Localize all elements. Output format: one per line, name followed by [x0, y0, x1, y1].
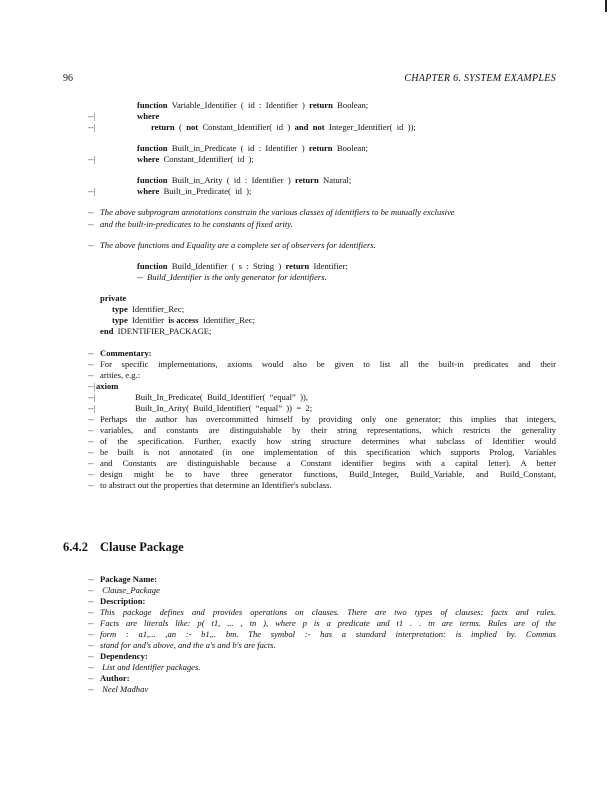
text-line [137, 272, 327, 283]
comment-marker: -- [88, 596, 94, 606]
keyword: Package Name: [100, 574, 158, 584]
running-header: CHAPTER 6. SYSTEM EXAMPLES [404, 73, 556, 84]
comment-text: stand for and's above, and the a's and b's are facts. [100, 640, 276, 650]
keyword: return [151, 122, 175, 132]
text-line [137, 186, 251, 197]
comment-marker: -- [88, 348, 94, 358]
text-line [100, 585, 160, 596]
keyword: Description: [100, 596, 146, 606]
comment-marker: -- [88, 458, 94, 468]
code-text: Perhaps the author has overcommitted himself by providing only one generator; this implies that integers, [100, 414, 556, 424]
comment-text: This package defines and provides operations on clauses. There are two types of clauses: facts and rules. [100, 607, 556, 617]
comment-marker: --| [88, 186, 96, 196]
code-text: variables, and constants are distinguishable by their string representations, which restricts the generality [100, 425, 556, 435]
text-line [100, 326, 211, 337]
code-text: Boolean; [332, 143, 368, 153]
text-line [100, 207, 455, 218]
text-line [100, 651, 148, 662]
section-title: Clause Package [100, 540, 184, 554]
code-text: Identifier; [309, 261, 348, 271]
code-text: Natural; [318, 175, 352, 185]
keyword: axiom [96, 381, 119, 391]
keyword: Dependency: [100, 651, 148, 661]
keyword: return [295, 175, 319, 185]
keyword: function [137, 261, 168, 271]
edge-mark [605, 0, 607, 12]
text-line [137, 261, 348, 272]
comment-marker: --| [88, 154, 96, 164]
code-text: ( [174, 122, 187, 132]
code-text: Boolean; [332, 100, 369, 110]
text-line [112, 315, 255, 326]
comment-marker: -- [88, 607, 94, 617]
comment-marker: -- [88, 207, 94, 217]
text-line [100, 370, 140, 381]
comment-text: Neel Madhav [100, 684, 149, 694]
comment-marker: -- [88, 629, 94, 639]
code-text: to abstract out the properties that determine an Identifier's subclass. [100, 480, 332, 490]
text-line [100, 219, 293, 230]
text-line [100, 425, 556, 436]
keyword: where [137, 111, 160, 121]
text-line [100, 596, 145, 607]
text-line [100, 684, 148, 695]
text-line [100, 240, 376, 251]
text-line [100, 348, 152, 359]
comment-marker: -- [88, 640, 94, 650]
text-line [100, 629, 556, 640]
code-text: of the specification. Further, exactly how string structure determines what subclass of Identifier would [100, 436, 556, 446]
section-number: 6.4.2 [63, 540, 88, 554]
comment-marker: -- [88, 684, 94, 694]
keyword: function [137, 175, 168, 185]
comment-text: and the built-in-predicates to be constants of fixed arity. [100, 219, 293, 229]
code-text: Identifier [127, 315, 169, 325]
keyword: not [186, 122, 199, 132]
text-line [100, 436, 556, 447]
code-text: Built_In_Predicate( Build_Identifier( “equal” )), [135, 392, 309, 402]
code-text: -- [137, 272, 148, 282]
comment-marker: --| [88, 122, 96, 132]
keyword: end [100, 326, 114, 336]
keyword: type [112, 315, 128, 325]
code-text: Built_in_Predicate ( id : Identifier ) [167, 143, 309, 153]
keyword: return [308, 143, 333, 153]
section-heading [63, 540, 184, 555]
comment-marker: -- [88, 370, 94, 380]
text-line [137, 154, 254, 165]
text-line [135, 392, 308, 403]
code-text: For specific implementations, axioms would also be given to list all the built-in predicates and their [100, 359, 556, 369]
code-text: arities, e.g.: [100, 370, 141, 380]
keyword: not [312, 122, 325, 132]
comment-text: List and Identifier packages. [100, 662, 201, 672]
keyword: function [137, 143, 168, 153]
text-line [135, 403, 312, 414]
code-text: Constant_Identifier( id ); [159, 154, 254, 164]
comment-marker: -- [88, 359, 94, 369]
comment-text: Facts are literals like: p( t1, ... , tn ), where p is a predicate and t1 . . tn are terms. Rules are of the [100, 618, 556, 628]
code-text: Identifier_Rec; [127, 304, 185, 314]
comment-marker: --| [88, 381, 96, 391]
comment-marker: -- [88, 447, 94, 457]
code-text: Built_In_Arity( Build_Identifier( “equal” )) = 2; [135, 403, 313, 413]
keyword: where [137, 186, 160, 196]
comment-text: The above functions and Equality are a complete set of observers for identifiers. [100, 240, 376, 250]
keyword: Author: [100, 673, 130, 683]
comment-marker: --| [88, 111, 96, 121]
comment-marker: -- [88, 436, 94, 446]
code-text: Build_Identifier ( s : String ) [167, 261, 286, 271]
text-line [100, 618, 556, 629]
keyword: return [309, 100, 333, 110]
comment-text: Build_Identifier is the only generator for identifiers. [147, 272, 327, 282]
keyword: function [137, 100, 168, 110]
code-text: Variable_Identifier ( id : Identifier ) [167, 100, 310, 110]
comment-marker: -- [88, 585, 94, 595]
comment-text: Clause_Package [100, 585, 160, 595]
text-line [100, 480, 332, 491]
comment-marker: -- [88, 219, 94, 229]
text-line [137, 175, 351, 186]
code-text: Built_in_Predicate( id ); [159, 186, 252, 196]
text-line [137, 111, 159, 122]
text-line [112, 304, 184, 315]
keyword: type [112, 304, 128, 314]
comment-marker: -- [88, 651, 94, 661]
keyword: Commentary: [100, 348, 152, 358]
text-line [100, 458, 556, 469]
comment-text: form : a1,... ,an :- b1,.. bm. The symbol :- has a standard interpretation: is implied by. Commas [100, 629, 556, 639]
comment-marker: -- [88, 618, 94, 628]
code-text: design might be to have three generator functions, Build_Integer, Build_Variable, and Build_Constant, [100, 469, 556, 479]
text-line [100, 673, 130, 684]
text-line [100, 640, 276, 651]
comment-marker: -- [88, 574, 94, 584]
code-text: Identifier_Rec; [198, 315, 255, 325]
comment-marker: -- [88, 240, 94, 250]
text-line [100, 414, 556, 425]
text-line [100, 662, 201, 673]
comment-marker: -- [88, 480, 94, 490]
text-line [100, 293, 126, 304]
text-line [100, 607, 556, 618]
comment-marker: -- [88, 414, 94, 424]
comment-marker: -- [88, 469, 94, 479]
text-line [151, 122, 416, 133]
text-line [137, 143, 368, 154]
code-text: and Constants are distinguishable because a Constant identifier begins with a capital letter). A better [100, 458, 556, 468]
keyword: return [285, 261, 310, 271]
keyword: private [100, 293, 127, 303]
keyword: is access [168, 315, 199, 325]
text-line [100, 574, 157, 585]
comment-marker: --| [88, 392, 96, 402]
comment-text: The above subprogram annotations constrain the various classes of identifiers to be mutually exclusive [100, 207, 455, 217]
comment-marker: --| [88, 403, 96, 413]
comment-marker: -- [88, 425, 94, 435]
code-text: IDENTIFIER_PACKAGE; [113, 326, 212, 336]
code-text: Constant_Identifier( id ) [198, 122, 295, 132]
text-line [137, 100, 368, 111]
keyword: and [294, 122, 309, 132]
keyword: where [137, 154, 160, 164]
code-text: be built is not annotated (in one implementation of this specification which supports Prolog, Variables [100, 447, 556, 457]
text-line [96, 381, 118, 392]
code-text: Integer_Identifier( id )); [324, 122, 416, 132]
text-line [100, 447, 556, 458]
page-number: 96 [63, 73, 73, 84]
comment-marker: -- [88, 673, 94, 683]
comment-marker: -- [88, 662, 94, 672]
text-line [100, 359, 556, 370]
code-text: Built_in_Arity ( id : Identifier ) [167, 175, 296, 185]
text-line [100, 469, 556, 480]
